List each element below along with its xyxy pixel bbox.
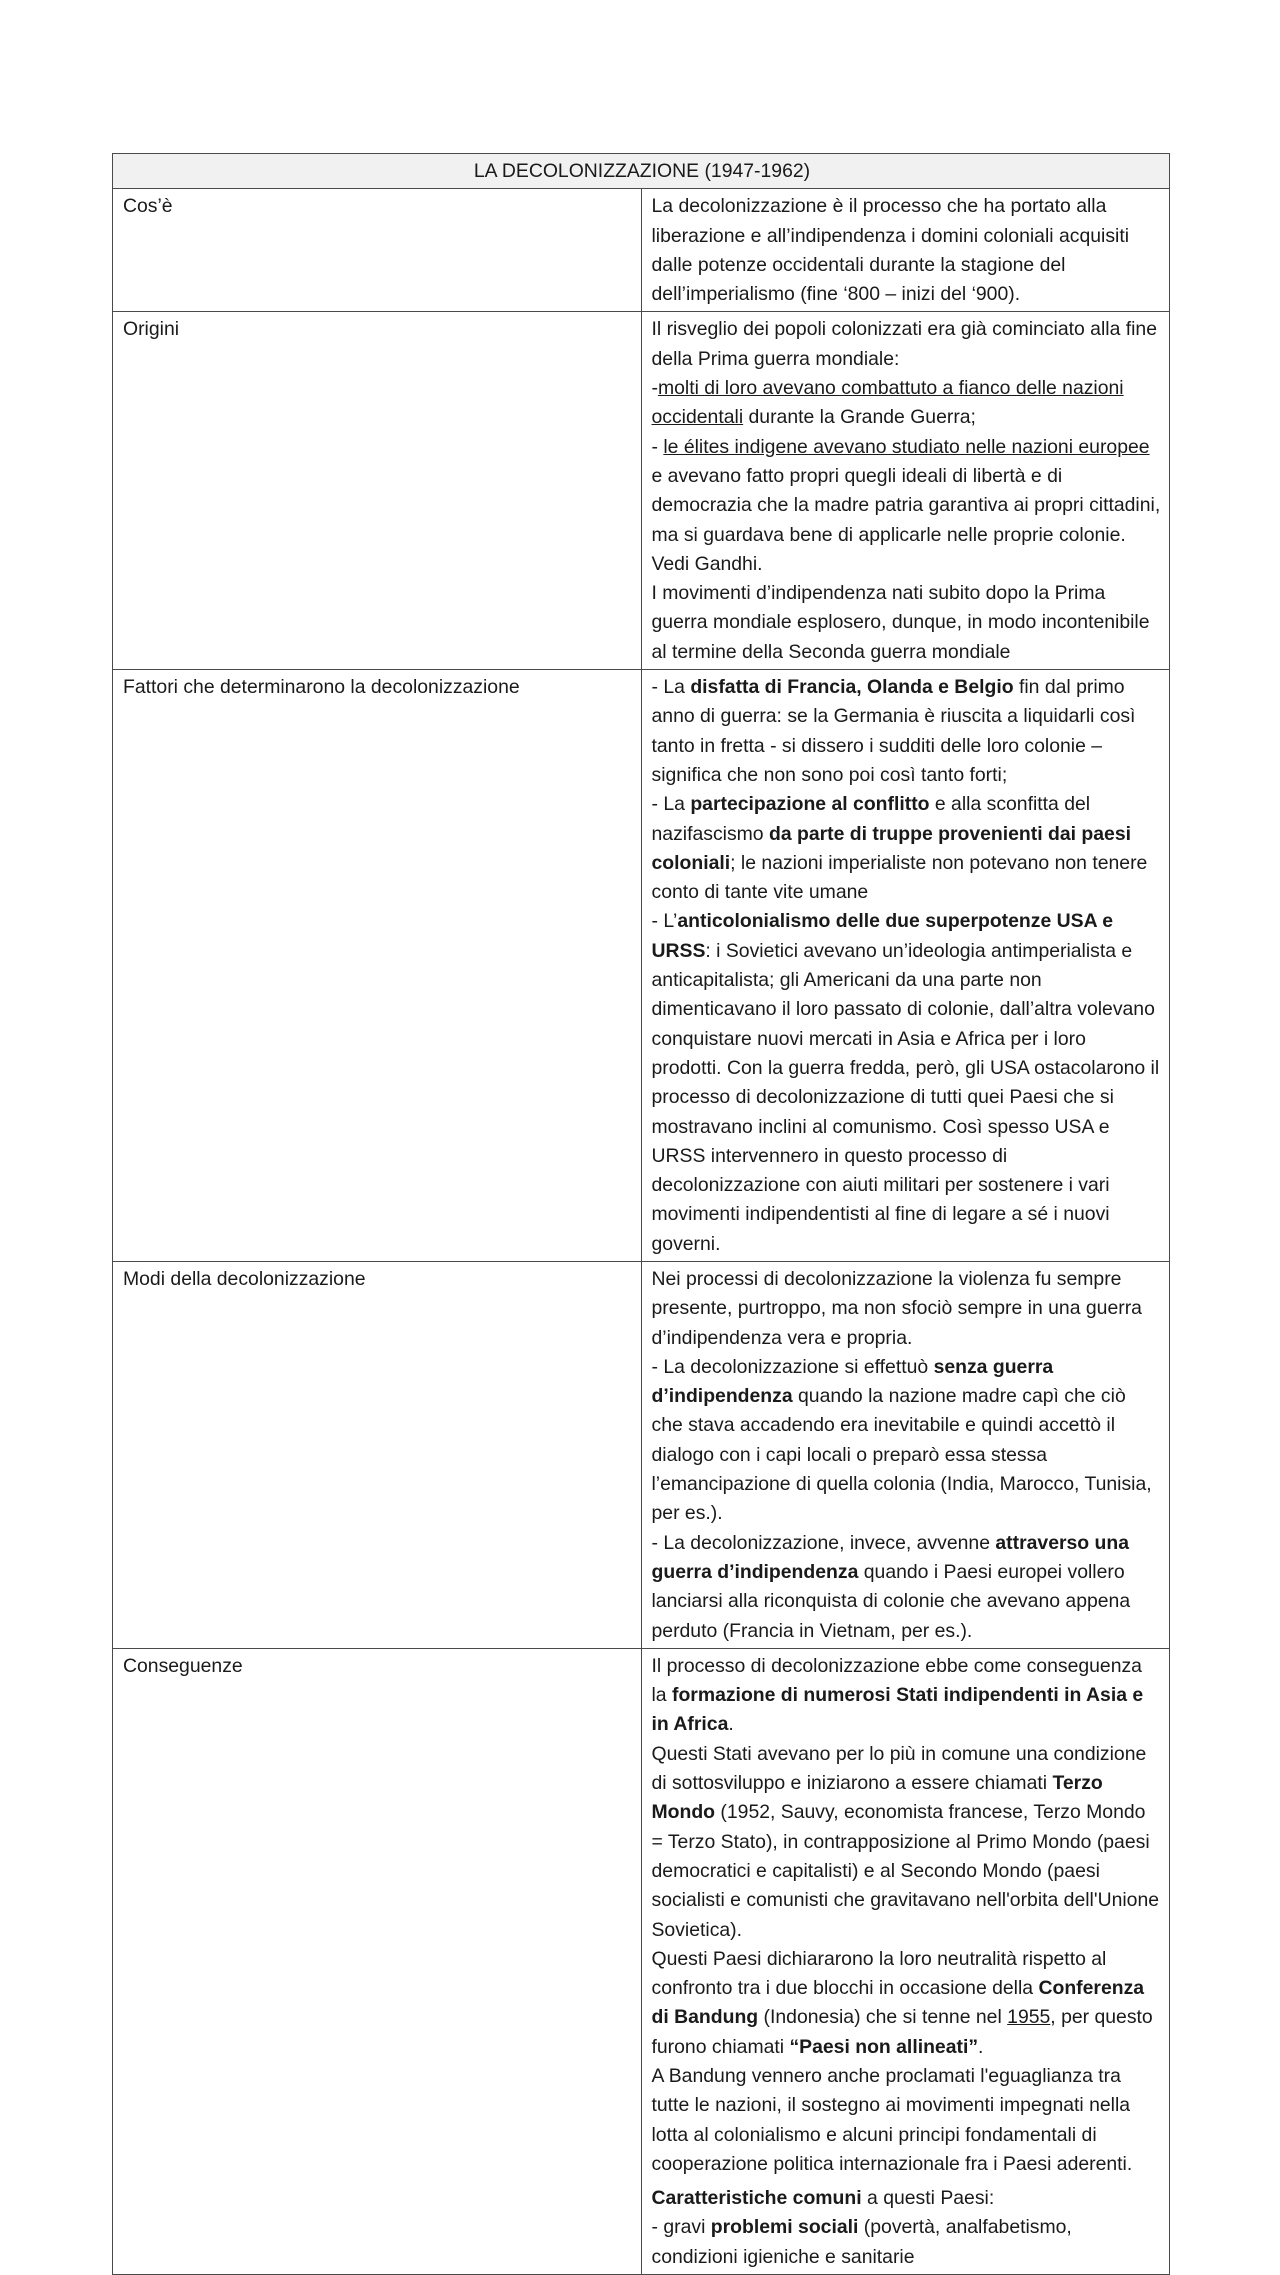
fattori-item-2: - La partecipazione al conflitto e alla sconfitta del nazifascismo da parte di truppe provenienti dai paesi coloniali; le nazioni imperialiste non potevano non tenere conto di tante vite umane (651, 793, 1148, 904)
origini-paragraph-2: -molti di loro avevano combattuto a fianco delle nazioni occidentali durante la Grande Guerra; (651, 377, 1124, 429)
modi-paragraph-1: Nei processi di decolonizzazione la violenza fu sempre presente, purtroppo, ma non sfociò sempre in una guerra d’indipendenza vera e propria. (651, 1267, 1142, 1349)
row-label-origini: Origini (113, 312, 642, 670)
modi-item-1: - La decolonizzazione si effettuò senza guerra d’indipendenza quando la nazione madre capì che ciò che stava accadendo era inevitabile e quindi accettò il dialogo con i capi locali o preparò essa stessa l’emancipazione di quella colonia (India, Marocco, Tunisia, per es.). (651, 1355, 1152, 1525)
conseguenze-paragraph-4: A Bandung vennero anche proclamati l'eguaglianza tra tutte le nazioni, il sostegno ai movimenti impegnati nella lotta al colonialismo e alcuni principi fondamentali di cooperazione politica internazionale fra i Paesi aderenti. (651, 2065, 1133, 2175)
summary-table (112, 153, 1170, 2275)
conseguenze-item-1: - gravi problemi sociali (povertà, analfabetismo, condizioni igieniche e sanitarie (651, 2216, 1072, 2268)
row-cose (113, 189, 1170, 312)
conseguenze-paragraph-3: Questi Paesi dichiararono la loro neutralità rispetto al confronto tra i due blocchi in occasione della Conferenza di Bandung (Indonesia) che si tenne nel 1955, per questo furono chiamati “Paesi non allineati”. (651, 1947, 1153, 2058)
origini-paragraph-4: I movimenti d’indipendenza nati subito dopo la Prima guerra mondiale esplosero, dunque, in modo incontenibile al termine della Seconda guerra mondiale (651, 582, 1150, 663)
title-row (113, 154, 1170, 189)
row-content-cose (641, 189, 1170, 312)
conseguenze-paragraph-1: Il processo di decolonizzazione ebbe come conseguenza la formazione di numerosi Stati indipendenti in Asia e in Africa. (651, 1654, 1144, 1736)
row-label-cose: Cos’è (113, 189, 642, 312)
row-origini (113, 312, 1170, 670)
modi-item-2: - La decolonizzazione, invece, avvenne attraverso una guerra d’indipendenza quando i Paesi europei vollero lanciarsi alla riconquista di colonie che avevano appena perduto (Francia in Vietnam, per es.). (651, 1531, 1131, 1642)
conseguenze-paragraph-2: Questi Stati avevano per lo più in comune una condizione di sottosviluppo e iniziarono a essere chiamati Terzo Mondo (1952, Sauvy, economista francese, Terzo Mondo = Terzo Stato), in contrapposizione al Primo Mondo (paesi democratici e capitalisti) e al Secondo Mondo (paesi socialisti e comunisti che gravitavano nell'orbita dell'Unione Sovietica). (651, 1742, 1160, 1941)
row-content-fattori (641, 670, 1170, 1262)
row-label-modi: Modi della decolonizzazione (113, 1261, 642, 1648)
row-content-modi (641, 1261, 1170, 1648)
row-label-conseguenze: Conseguenze (113, 1648, 642, 2274)
row-label-fattori: Fattori che determinarono la decolonizzazione (113, 670, 642, 1262)
row-modi (113, 1261, 1170, 1648)
conseguenze-paragraph-5: Caratteristiche comuni a questi Paesi: (651, 2187, 995, 2210)
origini-paragraph-3: - le élites indigene avevano studiato nelle nazioni europee e avevano fatto propri quegli ideali di libertà e di democrazia che la madre patria garantiva ai propri cittadini, ma si guardava bene di applicarle nelle proprie colonie. Vedi Gandhi. (651, 435, 1161, 575)
row-content-origini (641, 312, 1170, 670)
origini-paragraph-1: Il risveglio dei popoli colonizzati era già cominciato alla fine della Prima guerra mondiale: (651, 318, 1158, 370)
row-fattori (113, 670, 1170, 1262)
document-title: LA DECOLONIZZAZIONE (1947-1962) (113, 154, 1170, 189)
fattori-item-3: - L’anticolonialismo delle due superpotenze USA e URSS: i Sovietici avevano un’ideologia antimperialista e anticapitalista; gli Americani da una parte non dimenticavano il loro passato di colonie, dall’altra volevano conquistare nuovi mercati in Asia e Africa per i loro prodotti. Con la guerra fredda, però, gli USA ostacolarono il processo di decolonizzazione di tutti quei Paesi che si mostravano inclini al comunismo. Così spesso USA e URSS intervennero in questo processo di decolonizzazione con aiuti militari per sostenere i vari movimenti indipendentisti al fine di legare a sé i nuovi governi. (651, 910, 1160, 1255)
row-content-conseguenze (641, 1648, 1170, 2274)
cose-text: La decolonizzazione è il processo che ha portato alla liberazione e all’indipendenza i domini coloniali acquisiti dalle potenze occidentali durante la stagione del dell’imperialismo (fine ‘800 – inizi del ‘900). (651, 195, 1130, 306)
row-conseguenze (113, 1648, 1170, 2274)
fattori-item-1: - La disfatta di Francia, Olanda e Belgio fin dal primo anno di guerra: se la Germania è riuscita a liquidarli così tanto in fretta - si dissero i sudditi delle loro colonie – significa che non sono poi così tanto forti; (651, 676, 1136, 786)
